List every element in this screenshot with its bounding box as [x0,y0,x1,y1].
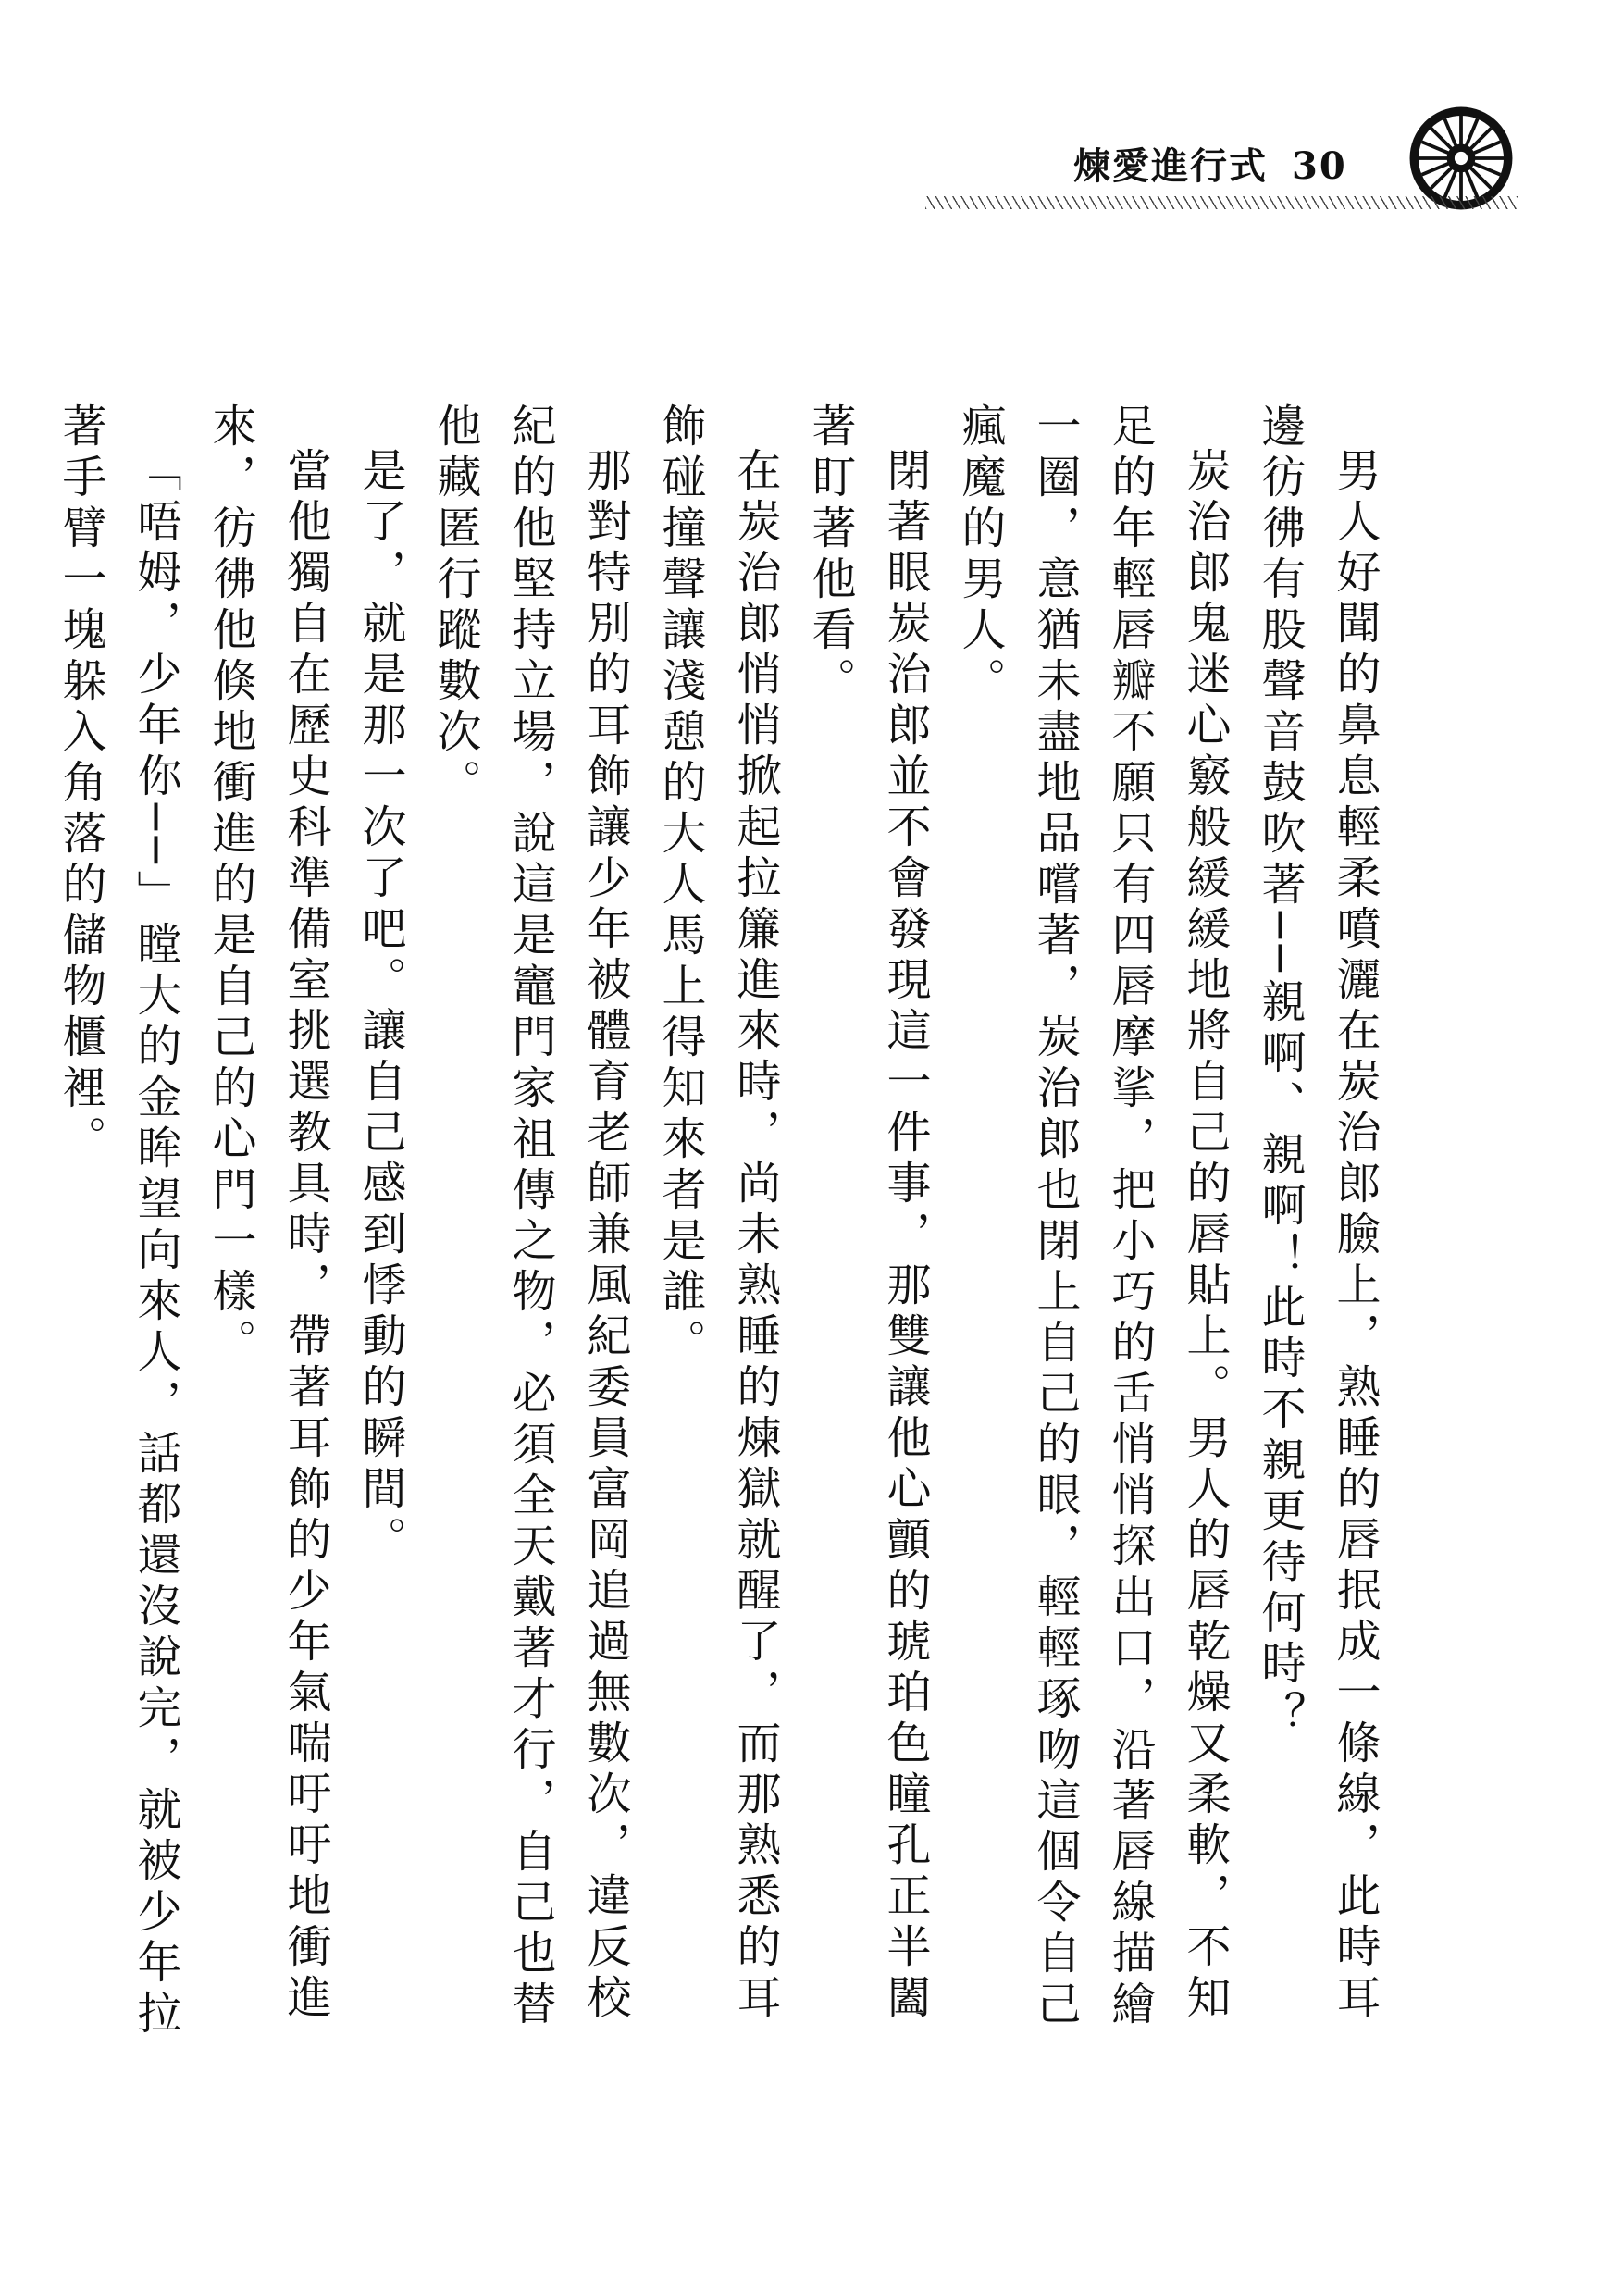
page-number: 30 [1292,144,1347,188]
paragraph: 當他獨自在歷史科準備室挑選教具時，帶著耳飾的少年氣喘吁吁地衝進來，彷彿他倏地衝進的是自己的心門一樣。 [204,403,331,2025]
paragraph: 閉著眼炭治郎並不會發現這一件事，那雙讓他心顫的琥珀色瞳孔正半闔著盯著他看。 [804,403,931,2025]
book-title: 煉愛進行式 [1073,144,1268,188]
paragraph: 那對特別的耳飾讓少年被體育老師兼風紀委員富岡追過無數次，違反校紀的他堅持立場，說這是竈門家祖傳之物，必須全天戴著才行，自己也替他藏匿行蹤數次。 [429,403,631,2031]
paragraph: 男人好聞的鼻息輕柔噴灑在炭治郎臉上，熟睡的唇抿成一條線，此時耳邊彷彿有股聲音鼓吹著──親啊、親啊！此時不親更待何時？ [1254,403,1381,2025]
paragraph: 是了，就是那一次了吧。讓自己感到悸動的瞬間。 [354,447,406,1567]
paragraph: 在炭治郎悄悄掀起拉簾進來時，尚未熟睡的煉獄就醒了，而那熟悉的耳飾碰撞聲讓淺憩的大人馬上得知來者是誰。 [654,403,781,2025]
paragraph: 「唔姆，少年你──」瞠大的金眸望向來人，話都還沒說完，就被少年拉著手臂一塊躲入角落的儲物櫃裡。 [55,403,181,2041]
running-header [1073,137,1347,190]
paragraph: 炭治郎鬼迷心竅般緩緩地將自己的唇貼上。男人的唇乾燥又柔軟，不知足的年輕唇瓣不願只有四唇摩挲，把小巧的舌悄悄探出口，沿著唇線描繪一圈，意猶未盡地品嚐著，炭治郎也閉上自己的眼，輕輕琢吻這個令自己瘋魔的男人。 [954,403,1231,2031]
body-text [43,403,1392,2068]
header-divider [925,196,1518,209]
